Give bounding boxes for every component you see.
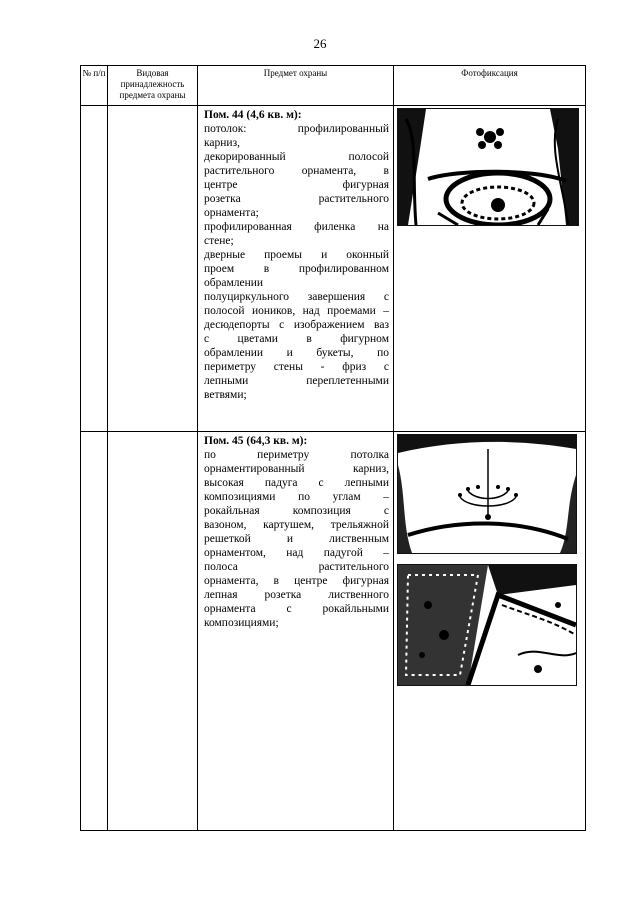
cell-photo-44 (394, 106, 586, 432)
subject-line: обрамлении (204, 277, 264, 289)
subject-line: карниз, (204, 137, 240, 149)
subject-line: полуциркульного завершения с (204, 291, 389, 303)
cell-subject-45 (198, 432, 394, 831)
cornice-photo-image (398, 565, 576, 685)
subject-line: ветвями; (204, 389, 247, 401)
subject-line: обрамлении и букеты, по (204, 347, 389, 359)
cell-number-45 (81, 432, 108, 831)
subject-line: лепными переплетенными (204, 375, 389, 387)
header-photo: Фотофиксация (394, 66, 586, 106)
page-number: 26 (313, 36, 327, 51)
subject-line: потолок: профилированный (204, 123, 389, 135)
subject-line: проем в профилированном (204, 263, 389, 275)
subject-line: декорированный полосой (204, 151, 389, 163)
ceiling-photo-image (398, 109, 578, 225)
subject-line: композициями по углам – (204, 491, 389, 503)
subject-line: десюдепорты с изображением ваз (204, 319, 389, 331)
cell-photo-45 (394, 432, 586, 831)
chandelier-photo-image (398, 435, 576, 553)
subject-lines-44 (204, 122, 389, 402)
subject-line: орнаментированный карниз, (204, 463, 389, 475)
cell-type-45 (108, 432, 198, 831)
photo-room-45-chandelier (397, 434, 577, 554)
cell-type-44 (108, 106, 198, 432)
room-title-44: Пом. 44 (4,6 кв. м): (204, 109, 302, 121)
table-row-room-44 (81, 106, 586, 432)
subject-line: дверные проемы и оконный (204, 249, 389, 261)
header-type: Видовая принадлежность предмета охраны (108, 66, 198, 106)
subject-line: центре фигурная (204, 179, 389, 191)
room-title-45: Пом. 45 (64,3 кв. м): (204, 435, 308, 447)
subject-lines-45 (204, 448, 389, 630)
cell-subject-44 (198, 106, 394, 432)
table-header-row (81, 66, 586, 106)
subject-line: растительного орнамента, в (204, 165, 389, 177)
header-number: № п/п (81, 66, 108, 106)
table-row-room-45 (81, 432, 586, 831)
subject-line: орнаментом, над падугой – (204, 547, 389, 559)
subject-line: орнамента с рокайльными (204, 603, 389, 615)
subject-line: орнамента; (204, 207, 259, 219)
subject-line: вазоном, картушем, трельяжной (204, 519, 389, 531)
subject-line: по периметру потолка (204, 449, 389, 461)
subject-line: композициями; (204, 617, 279, 629)
photo-room-45-cornice (397, 564, 577, 686)
subject-line: стене; (204, 235, 234, 247)
subject-line: полосой иоников, над проемами – (204, 305, 389, 317)
subject-line: профилированная филенка на (204, 221, 389, 233)
subject-line: лепная розетка лиственного (204, 589, 389, 601)
subject-line: орнамента, в центре фигурная (204, 575, 389, 587)
subject-line: высокая падуга с лепными (204, 477, 389, 489)
subject-line: периметру стены - фриз с (204, 361, 389, 373)
subject-line: розетка растительного (204, 193, 389, 205)
cell-number-44 (81, 106, 108, 432)
subject-line: полоса растительного (204, 561, 389, 573)
subject-line: с цветами в фигурном (204, 333, 389, 345)
photo-room-44 (397, 108, 579, 226)
subject-line: рокайльная композиция с (204, 505, 389, 517)
subject-line: решеткой и лиственным (204, 533, 389, 545)
header-subject: Предмет охраны (198, 66, 394, 106)
protection-table (80, 65, 586, 831)
